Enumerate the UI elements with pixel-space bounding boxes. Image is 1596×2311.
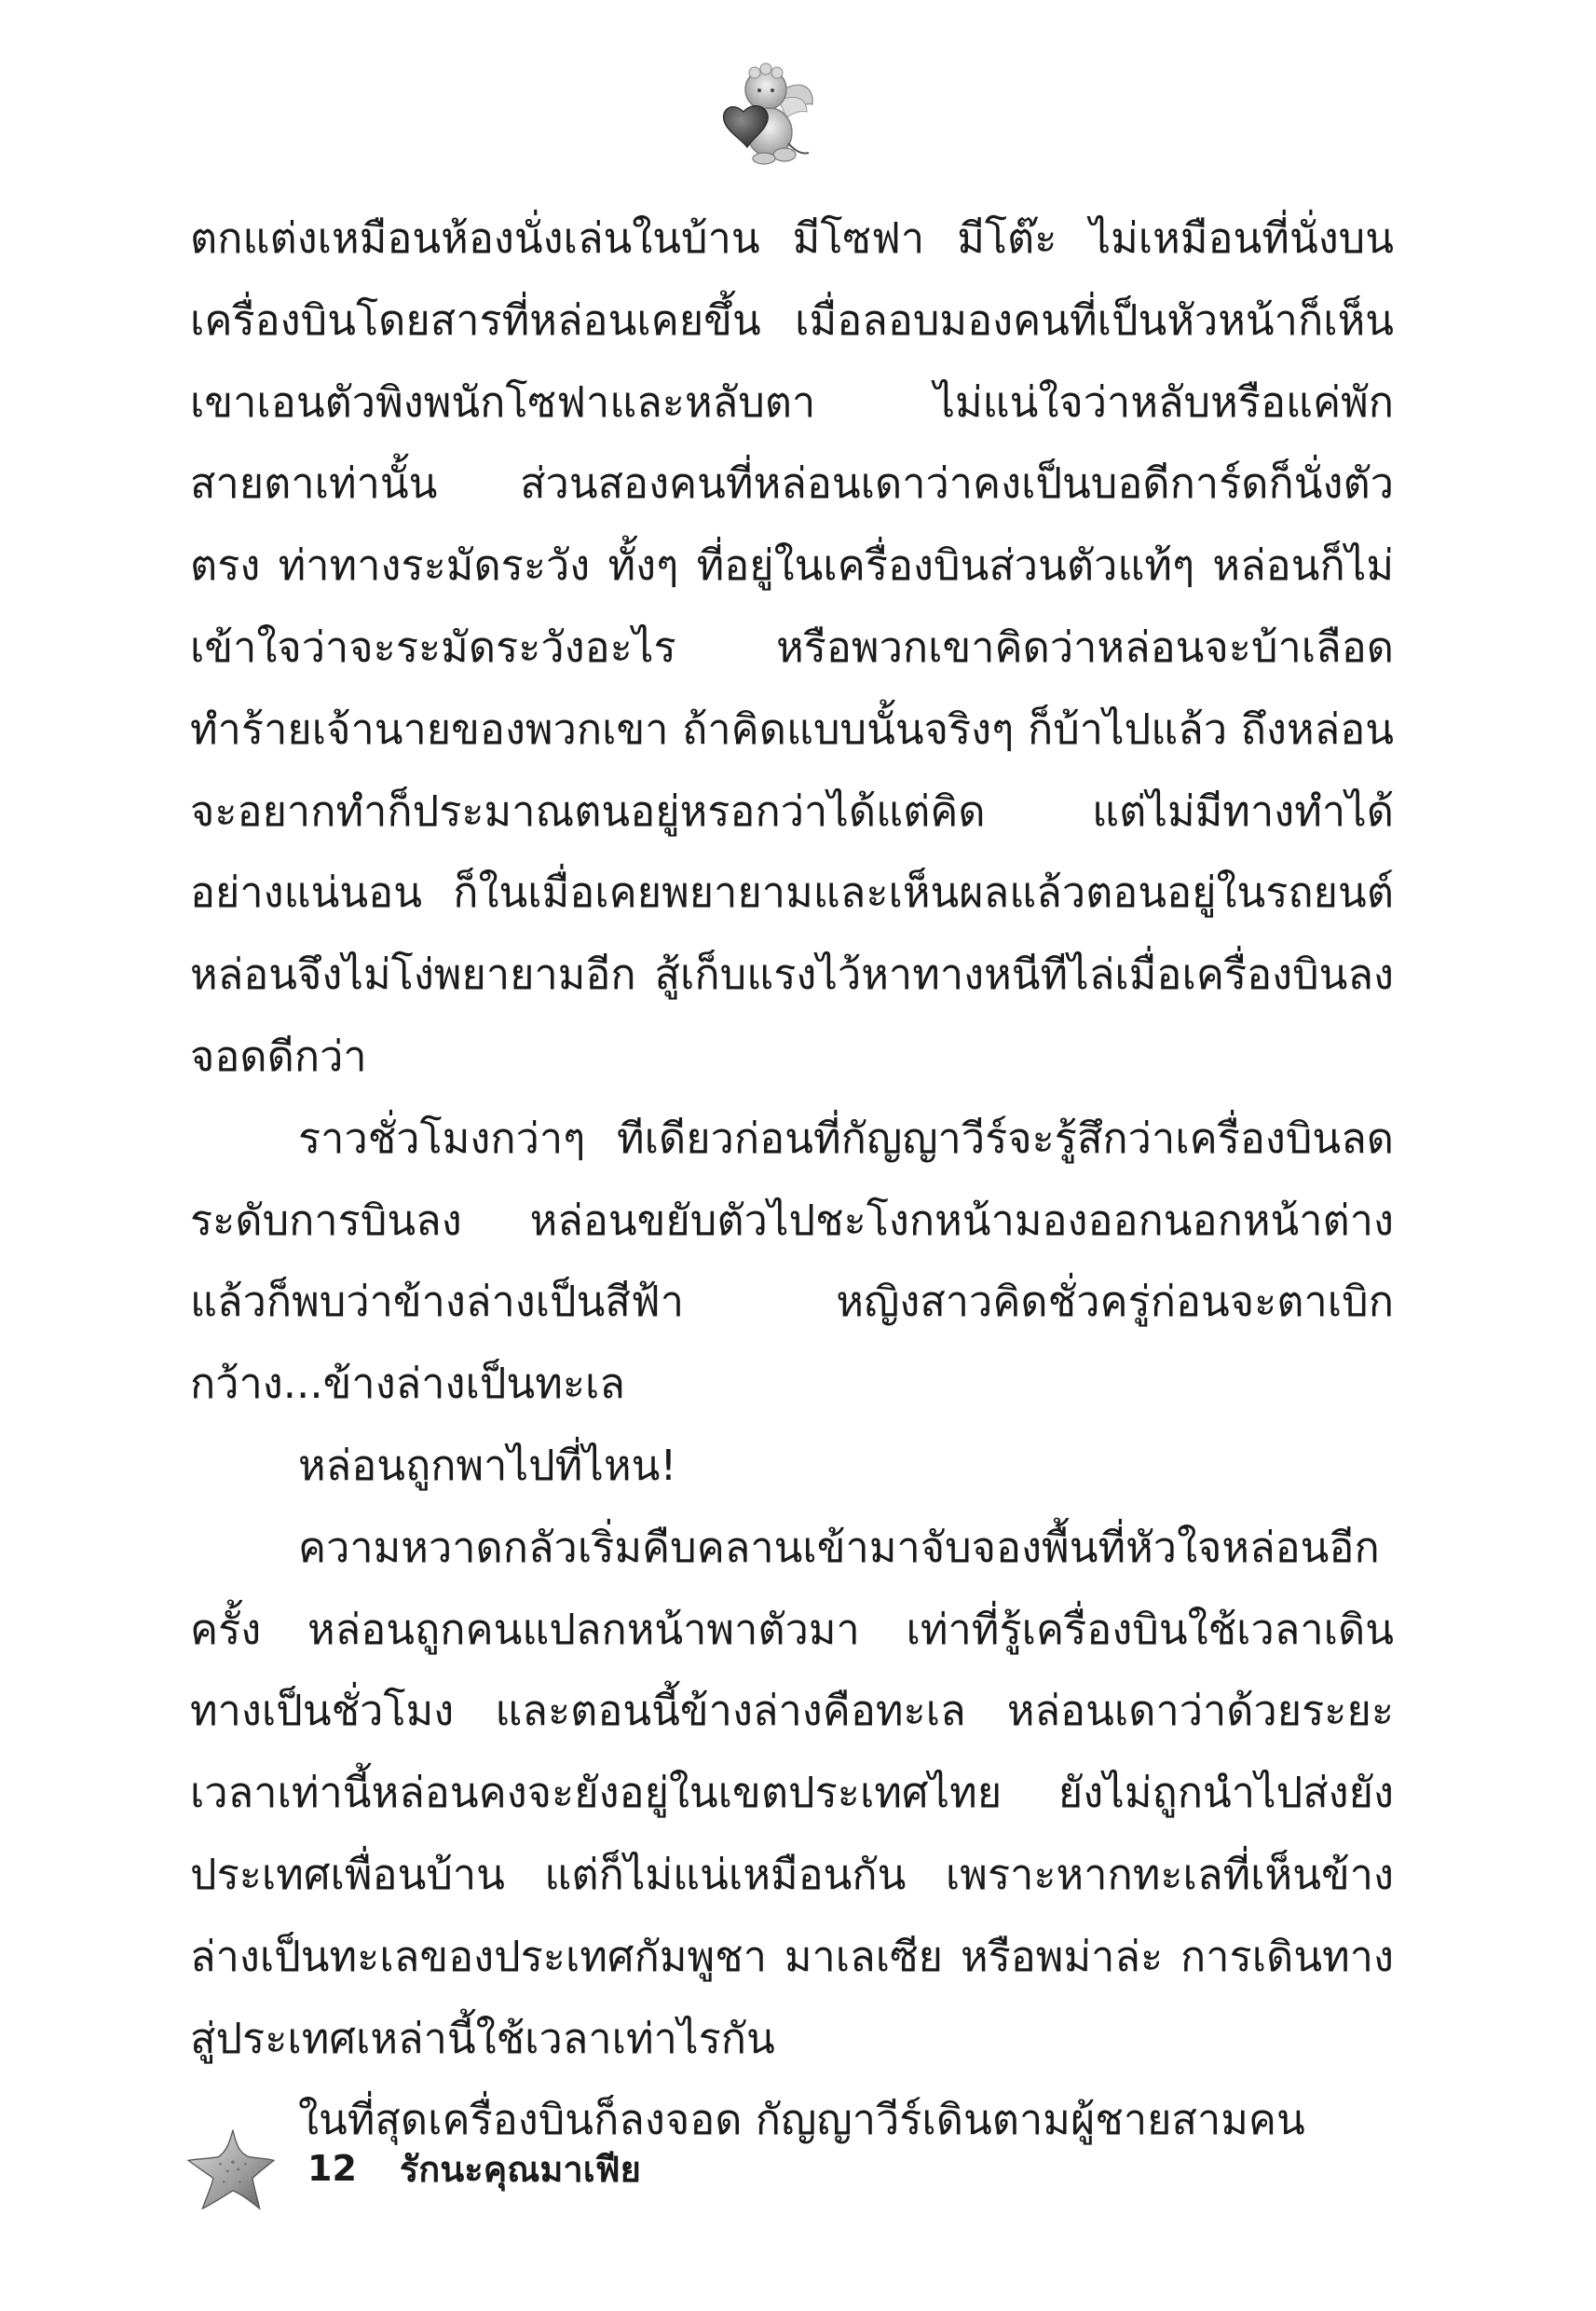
paragraph: หล่อนถูกพาไปที่ไหน! (298, 1440, 677, 1490)
book-title: รักนะคุณมาเฟีย (399, 2148, 641, 2190)
paragraph: ความหวาดกลัวเริ่มคืบคลานเข้ามาจับจองพื้นที่หัวใจหล่อนอีกครั้ง หล่อนถูกคนแปลกหน้าพาตัวมา เท่าที่รู้เครื่องบินใช้เวลาเดินทางเป็นชั่วโมง และตอนนี้ข้างล่างคือทะเล หล่อนเดาว่าด้วยระยะเวลาเท่านี้หล่อนคงจะยังอยู่ในเขตประเทศไทย ยังไม่ถูกนำไปส่งยังประเทศเพื่อนบ้าน แต่ก็ไม่แน่เหมือนกัน เพราะหากทะเลที่เห็นข้างล่างเป็นทะเลของประเทศกัมพูชา มาเลเซีย หรือพม่าล่ะ การเดินทางสู่ประเทศเหล่านี้ใช้เวลาเท่าไรกัน (190, 1522, 1394, 2063)
cupid-with-heart-icon (710, 58, 822, 170)
page-footer (186, 2126, 641, 2210)
body-text (190, 198, 1394, 2161)
paragraph: ราวชั่วโมงกว่าๆ ทีเดียวก่อนที่กัญญาวีร์จะรู้สึกว่าเครื่องบินลดระดับการบินลง หล่อนขยับตัวไปชะโงกหน้ามองออกนอกหน้าต่าง แล้วก็พบว่าข้างล่างเป็นสีฟ้า หญิงสาวคิดชั่วครู่ก่อนจะตาเบิกกว้าง...ข้างล่างเป็นทะเล (190, 1113, 1394, 1409)
paragraph: ในที่สุดเครื่องบินก็ลงจอด กัญญาวีร์เดินตามผู้ชายสามคน (298, 2095, 1305, 2145)
starfish-icon (186, 2126, 276, 2210)
paragraph: ตกแต่งเหมือนห้องนั่งเล่นในบ้าน มีโซฟา มีโต๊ะ ไม่เหมือนที่นั่งบนเครื่องบินโดยสารที่หล่อนเคยขึ้น เมื่อลอบมองคนที่เป็นหัวหน้าก็เห็นเขาเอนตัวพิงพนักโซฟาและหลับตา ไม่แน่ใจว่าหลับหรือแค่พักสายตาเท่านั้น ส่วนสองคนที่หล่อนเดาว่าคงเป็นบอดีการ์ดก็นั่งตัวตรง ท่าทางระมัดระวัง ทั้งๆ ที่อยู่ในเครื่องบินส่วนตัวแท้ๆ หล่อนก็ไม่เข้าใจว่าจะระมัดระวังอะไร หรือพวกเขาคิดว่าหล่อนจะบ้าเลือดทำร้ายเจ้านายของพวกเขา ถ้าคิดแบบนั้นจริงๆ ก็บ้าไปแล้ว ถึงหล่อนจะอยากทำก็ประมาณตนอยู่หรอกว่าได้แต่คิด แต่ไม่มีทางทำได้อย่างแน่นอน ก็ในเมื่อเคยพยายามและเห็นผลแล้วตอนอยู่ในรถยนต์ หล่อนจึงไม่โง่พยายามอีก สู้เก็บแรงไว้หาทางหนีทีไล่เมื่อเครื่องบินลงจอดดีกว่า (190, 213, 1394, 1081)
page-number: 12 (307, 2148, 357, 2189)
